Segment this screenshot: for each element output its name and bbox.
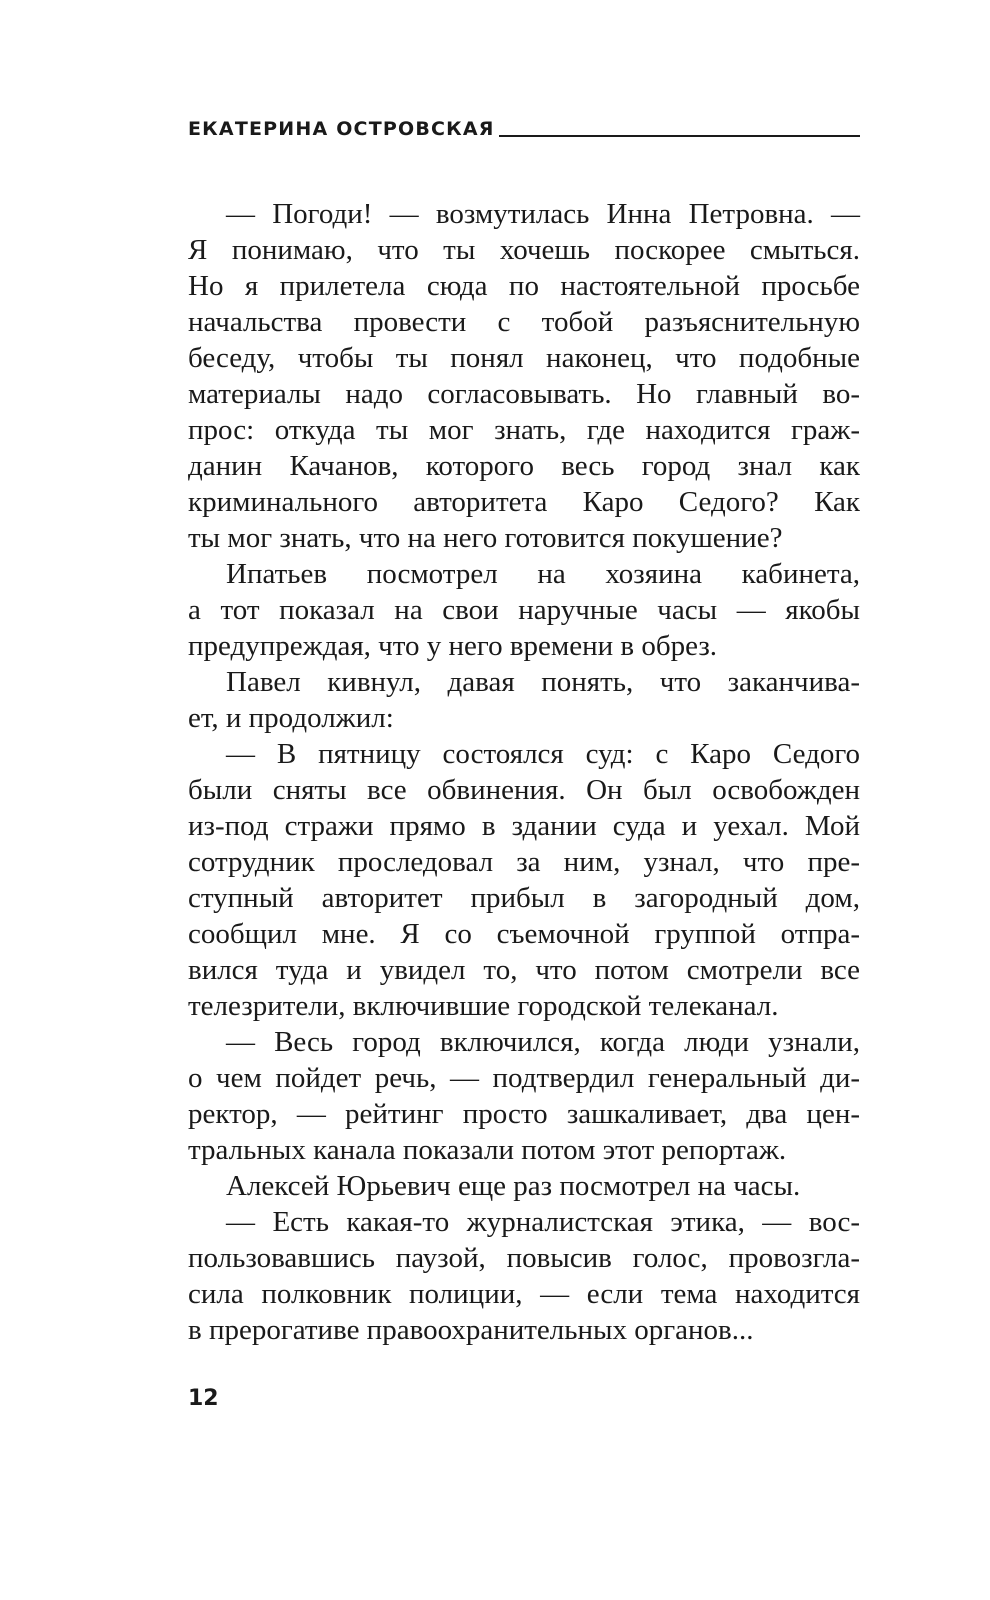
text-line: прос: откуда ты мог знать, где находится граж- [188, 414, 860, 446]
text-line: в прерогативе правоохранительных органов... [188, 1314, 754, 1346]
text-line: — Весь город включился, когда люди узнали, [226, 1026, 860, 1058]
text-line: — Погоди! — возмутилась Инна Петровна. — [226, 198, 860, 230]
text-line: телезрители, включившие городской телеканал. [188, 990, 779, 1022]
text-line: ет, и продолжил: [188, 702, 394, 734]
running-head [188, 118, 860, 140]
text-line: вился туда и увидел то, что потом смотрели все [188, 954, 860, 986]
text-line: Алексей Юрьевич еще раз посмотрел на часы. [226, 1170, 801, 1202]
text-line: Павел кивнул, давая понять, что заканчива- [226, 666, 860, 698]
text-line: сотрудник проследовал за ним, узнал, что пре- [188, 846, 860, 878]
text-line: были сняты все обвинения. Он был освобожден [188, 774, 860, 806]
text-line: материалы надо согласовывать. Но главный во- [188, 378, 860, 410]
text-line: сила полковник полиции, — если тема находится [188, 1278, 860, 1310]
text-line: Но я прилетела сюда по настоятельной просьбе [188, 270, 860, 302]
text-line: тральных канала показали потом этот репортаж. [188, 1134, 787, 1166]
text-line: Ипатьев посмотрел на хозяина кабинета, [226, 558, 860, 590]
text-line: предупреждая, что у него времени в обрез. [188, 630, 718, 662]
text-line: начальства провести с тобой разъяснительную [188, 306, 860, 338]
text-line: ступный авторитет прибыл в загородный дом, [188, 882, 860, 914]
text-line: — Есть какая-то журналистская этика, — вос- [226, 1206, 860, 1238]
body-text [188, 196, 860, 1348]
text-line: о чем пойдет речь, — подтвердил генеральный ди- [188, 1062, 860, 1094]
text-line: ты мог знать, что на него готовится покушение? [188, 522, 783, 554]
author-name: ЕКАТЕРИНА ОСТРОВСКАЯ [188, 118, 495, 140]
text-line: пользовавшись паузой, повысив голос, провозгла- [188, 1242, 860, 1274]
text-line: Я понимаю, что ты хочешь поскорее смыться. [188, 234, 860, 266]
text-line: из-под стражи прямо в здании суда и уехал. Мой [188, 810, 860, 842]
text-line: криминального авторитета Каро Седого? Как [188, 486, 860, 518]
text-line: данин Качанов, которого весь город знал как [188, 450, 860, 482]
text-line: а тот показал на свои наручные часы — якобы [188, 594, 860, 626]
text-line: — В пятницу состоялся суд: с Каро Седого [226, 738, 860, 770]
text-line: беседу, чтобы ты понял наконец, что подобные [188, 342, 860, 374]
text-line: сообщил мне. Я со съемочной группой отпра- [188, 918, 860, 950]
header-rule [499, 135, 860, 137]
page-number: 12 [188, 1386, 219, 1411]
text-line: ректор, — рейтинг просто зашкаливает, два цен- [188, 1098, 860, 1130]
